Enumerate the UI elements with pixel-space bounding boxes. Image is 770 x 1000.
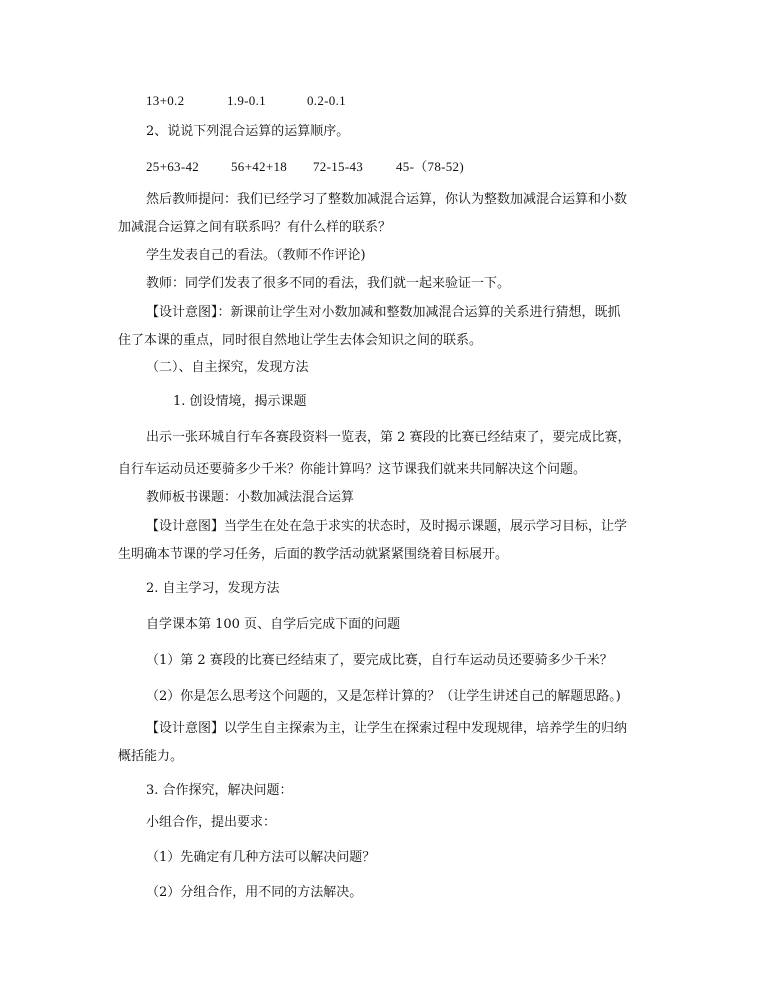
exercise-2-item: 72-15-43 bbox=[313, 159, 364, 174]
question-1: （1）第 2 赛段的比赛已经结束了，要完成比赛，自行车运动员还要骑多少千米？ bbox=[146, 653, 613, 668]
design-intent-1: 【设计意图】：新课前让学生对小数加减和整数加减混合运算的关系进行猜想，既抓 bbox=[146, 305, 621, 320]
subsection-1-title: 1. 创设情境，揭示课题 bbox=[173, 394, 307, 409]
paragraph-students: 学生发表自己的看法。（教师不作评论) bbox=[146, 248, 366, 263]
requirement-2: （2）分组合作，用不同的方法解决。 bbox=[146, 885, 363, 900]
paragraph-group-work: 小组合作，提出要求： bbox=[146, 815, 277, 830]
exercise-1-item: 13+0.2 bbox=[146, 93, 185, 108]
paragraph-scene-cont: 自行车运动员还要骑多少千米？你能计算吗？这节课我们就来共同解决这个问题。 bbox=[118, 462, 587, 477]
paragraph-teacher-verify: 教师：同学们发表了很多不同的看法，我们就一起来验证一下。 bbox=[146, 276, 511, 291]
exercise-2-item: 45-（78-52) bbox=[396, 159, 464, 174]
subsection-2-title: 2. 自主学习，发现方法 bbox=[146, 581, 280, 596]
paragraph-teacher-question-cont: 加减混合运算之间有联系吗？有什么样的联系？ bbox=[118, 220, 392, 235]
design-intent-1-cont: 住了本课的重点，同时很自然地让学生去体会知识之间的联系。 bbox=[118, 333, 483, 348]
design-intent-3: 【设计意图】以学生自主探索为主，让学生在探索过程中发现规律，培养学生的归纳 bbox=[146, 721, 628, 736]
paragraph-scene: 出示一张环城自行车各赛段资料一览表，第 2 赛段的比赛已经结束了，要完成比赛， bbox=[146, 430, 631, 445]
requirement-1: （1）先确定有几种方法可以解决问题？ bbox=[146, 850, 376, 865]
design-intent-2-cont: 生明确本节课的学习任务，后面的教学活动就紧紧围绕着目标展开。 bbox=[118, 547, 509, 562]
exercise-2-item: 25+63-42 bbox=[146, 159, 200, 174]
design-intent-2: 【设计意图】当学生在处在急于求实的状态时，及时揭示课题，展示学习目标，让学 bbox=[146, 519, 628, 534]
paragraph-teacher-question: 然后教师提问：我们已经学习了整数加减混合运算，你认为整数加减混合运算和小数 bbox=[146, 192, 628, 207]
subsection-3-title: 3. 合作探究，解决问题： bbox=[146, 783, 293, 798]
paragraph-self-study: 自学课本第 100 页、自学后完成下面的问题 bbox=[146, 617, 401, 632]
exercise-1-item: 0.2-0.1 bbox=[307, 93, 346, 108]
question-2: （2）你是怎么思考这个问题的，又是怎样计算的？（让学生讲述自己的解题思路。) bbox=[146, 689, 621, 704]
paragraph-board-title: 教师板书课题：小数加减法混合运算 bbox=[146, 490, 355, 505]
design-intent-3-cont: 概括能力。 bbox=[118, 749, 184, 764]
item-2-title: 2、说说下列混合运算的运算顺序。 bbox=[146, 124, 350, 139]
section-2-title: （二）、自主探究，发现方法 bbox=[146, 360, 309, 375]
exercise-1-item: 1.9-0.1 bbox=[227, 93, 266, 108]
exercise-2-item: 56+42+18 bbox=[231, 159, 288, 174]
